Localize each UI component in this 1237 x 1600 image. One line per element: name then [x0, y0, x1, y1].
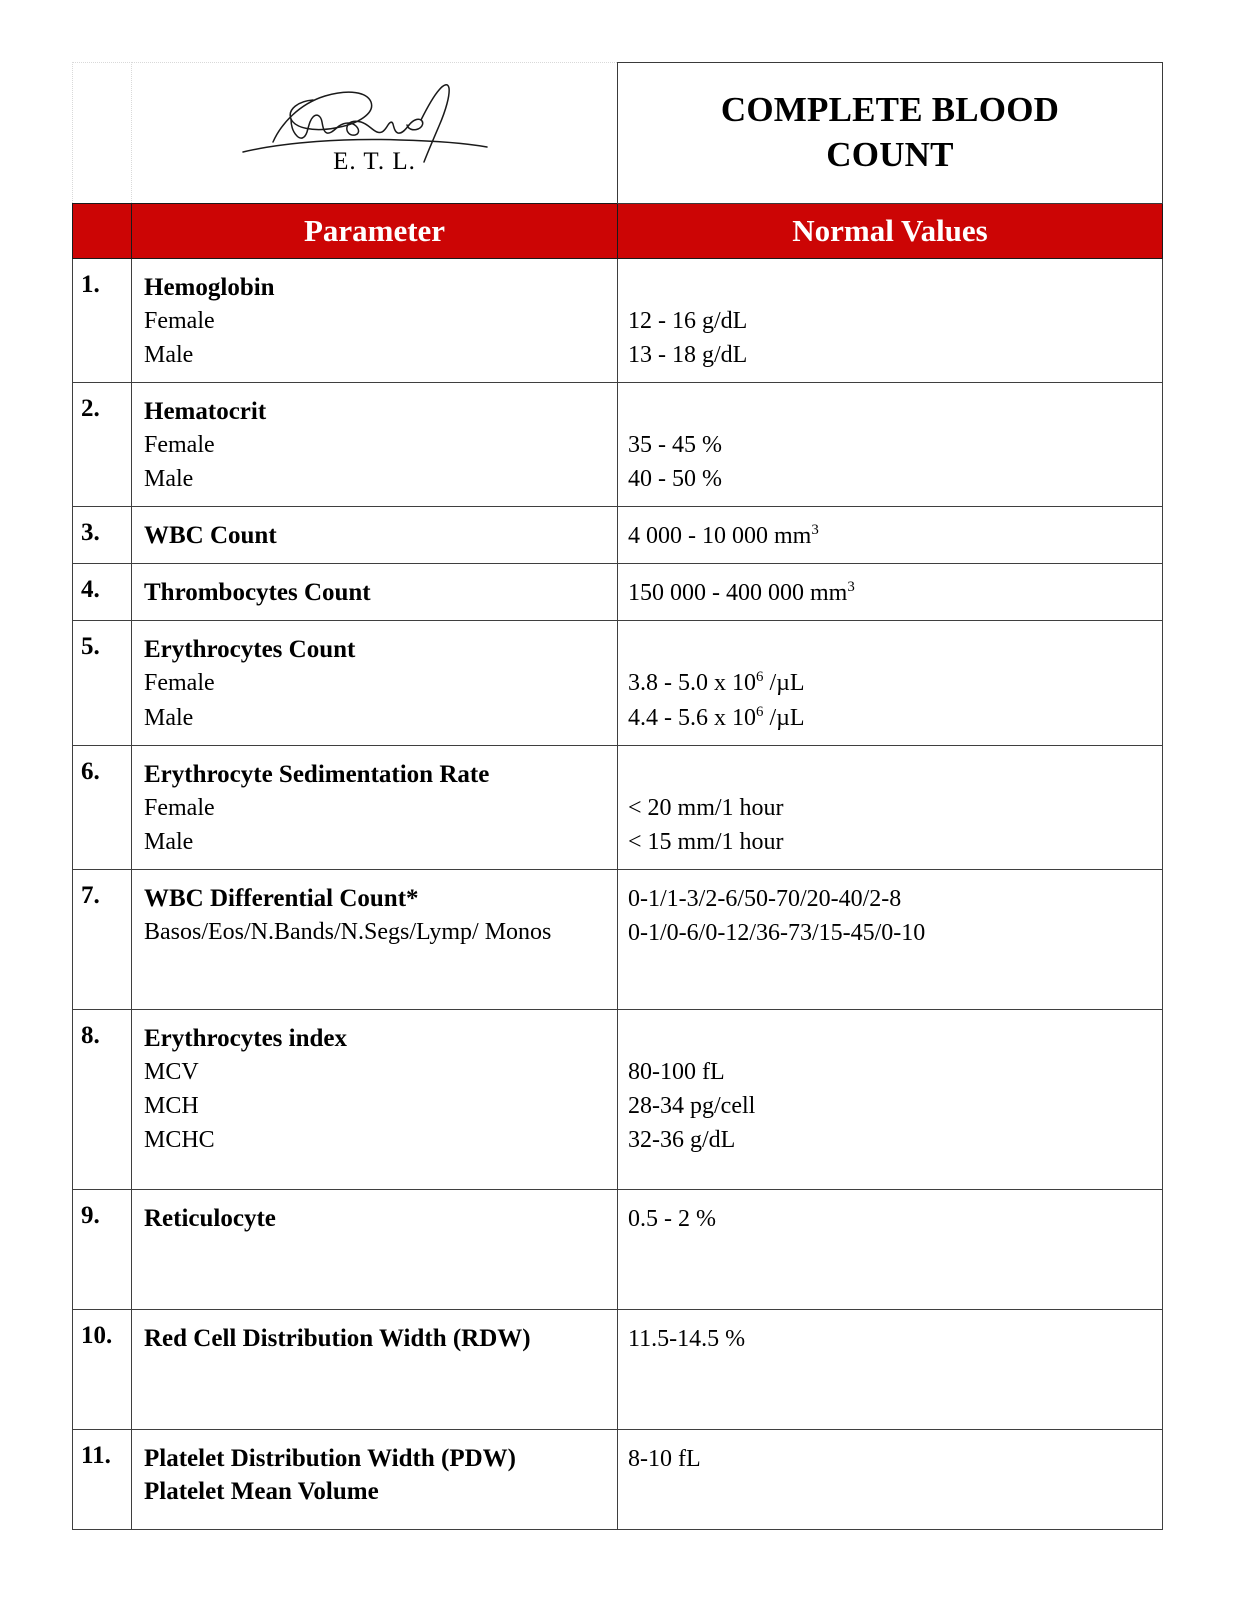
parameter-cell: [132, 869, 618, 1009]
page-title-line1: COMPLETE BLOOD: [720, 90, 1060, 130]
normal-value: 12 - 16 g/dL: [628, 308, 748, 334]
table-row: [73, 1309, 1163, 1429]
parameter-name: Platelet Distribution Width (PDW): [144, 1444, 516, 1472]
normal-value-cell: [618, 869, 1163, 1009]
header-blank-cell: [73, 63, 132, 204]
table-row: [73, 745, 1163, 869]
normal-value: 0.5 - 2 %: [628, 1205, 716, 1232]
parameter-name: Erythrocytes index: [144, 1024, 347, 1052]
table-row: [73, 1429, 1163, 1529]
value-spacer: [628, 633, 1152, 666]
table-row: [73, 507, 1163, 564]
normal-value: 0-1/0-6/0-12/36-73/15-45/0-10: [628, 919, 926, 946]
table-row: [73, 621, 1163, 745]
parameter-name: Erythrocyte Sedimentation Rate: [144, 760, 490, 788]
value-spacer: [628, 758, 1152, 791]
column-header-number: [73, 204, 132, 259]
row-number: 3.: [73, 507, 132, 564]
row-number: 9.: [73, 1189, 132, 1309]
signature-initials: E. T. L.: [333, 148, 416, 175]
parameter-name: Thrombocytes Count: [144, 579, 371, 607]
parameter-sublabel: Female: [144, 794, 215, 821]
column-header-row: [73, 204, 1163, 259]
normal-value: 11.5-14.5 %: [628, 1325, 746, 1352]
normal-value: 0-1/1-3/2-6/50-70/20-40/2-8: [628, 885, 902, 912]
normal-value-cell: [618, 564, 1163, 621]
document-title-cell: [618, 63, 1163, 204]
parameter-name: Reticulocyte: [144, 1204, 276, 1232]
normal-value: < 15 mm/1 hour: [628, 828, 784, 855]
parameter-name: WBC Differential Count*: [144, 884, 419, 912]
parameter-cell: [132, 383, 618, 507]
parameter-sublabel: Female: [144, 670, 215, 697]
parameter-cell: [132, 507, 618, 564]
column-header-normal-values: Normal Values: [618, 204, 1163, 259]
parameter-cell: [132, 1429, 618, 1529]
parameter-sublabel: MCV: [144, 1058, 199, 1085]
normal-value: 150 000 - 400 000 $mm^3$: [628, 579, 855, 607]
table-row: [73, 1189, 1163, 1309]
row-number: 2.: [73, 383, 132, 507]
cbc-reference-table: [72, 62, 1163, 1530]
column-header-parameter: Parameter: [132, 204, 618, 259]
normal-value: 4 000 - 10 000 $mm^3$: [628, 522, 819, 550]
parameter-name: WBC Count: [144, 522, 277, 550]
normal-value: 28-34 pg/cell: [628, 1092, 756, 1119]
page-title-line2: COUNT: [826, 135, 954, 174]
normal-value: 4.4 - 5.6 x $10^6$ /µL: [628, 703, 805, 731]
row-number: 4.: [73, 564, 132, 621]
parameter-cell: [132, 259, 618, 383]
normal-value: 3.8 - 5.0 x $10^6$ /µL: [628, 669, 805, 697]
row-number: 8.: [73, 1009, 132, 1189]
row-number: 5.: [73, 621, 132, 745]
parameter-sublabel: MCH: [144, 1092, 199, 1119]
table-row: [73, 1009, 1163, 1189]
table-row: [73, 869, 1163, 1009]
parameter-name: Erythrocytes Count: [144, 636, 356, 664]
parameter-cell: [132, 621, 618, 745]
parameter-sublabel: MCHC: [144, 1126, 215, 1153]
row-number: 1.: [73, 259, 132, 383]
parameter-name: Hematocrit: [144, 398, 267, 426]
parameter-name: Hemoglobin: [144, 274, 275, 301]
normal-value-cell: [618, 383, 1163, 507]
value-spacer: [628, 395, 1152, 428]
table-row: [73, 383, 1163, 507]
normal-value: 80-100 fL: [628, 1058, 725, 1085]
normal-value-cell: [618, 745, 1163, 869]
normal-value-cell: [618, 1309, 1163, 1429]
table-row: [73, 259, 1163, 383]
parameter-sublabel: Male: [144, 342, 194, 369]
normal-value: 40 - 50 %: [628, 466, 722, 493]
parameter-cell: [132, 564, 618, 621]
parameter-sublabel: Male: [144, 828, 194, 855]
table-row: [73, 564, 1163, 621]
page-title: [636, 88, 1144, 178]
normal-value: 35 - 45 %: [628, 432, 722, 459]
value-spacer: [628, 1022, 1152, 1055]
normal-value-cell: [618, 1429, 1163, 1529]
normal-value: 32-36 g/dL: [628, 1126, 736, 1153]
normal-value-cell: [618, 259, 1163, 383]
parameter-name: Red Cell Distribution Width (RDW): [144, 1324, 531, 1352]
parameter-sublabel: Female: [144, 432, 215, 459]
normal-value: < 20 mm/1 hour: [628, 794, 784, 821]
signature-cell: [132, 63, 618, 204]
parameter-sublabel: Female: [144, 308, 215, 334]
parameter-cell: [132, 745, 618, 869]
parameter-cell: [132, 1309, 618, 1429]
normal-value: 13 - 18 g/dL: [628, 342, 748, 369]
parameter-sublabel: Male: [144, 704, 194, 731]
parameter-sublabel: Male: [144, 466, 194, 493]
value-spacer: [628, 271, 1152, 304]
signature-block: [225, 74, 525, 192]
row-number: 10.: [73, 1309, 132, 1429]
parameter-sublabel: Basos/Eos/N.Bands/N.Segs/Lymp/ Monos: [144, 918, 552, 945]
normal-value-cell: [618, 1189, 1163, 1309]
normal-value-cell: [618, 1009, 1163, 1189]
normal-value: 8-10 fL: [628, 1445, 701, 1472]
row-number: 6.: [73, 745, 132, 869]
row-number: 7.: [73, 869, 132, 1009]
normal-value-cell: [618, 621, 1163, 745]
parameter-cell: [132, 1009, 618, 1189]
normal-value-cell: [618, 507, 1163, 564]
parameter-name-secondary: Platelet Mean Volume: [144, 1477, 379, 1505]
table-header-banner-row: [73, 63, 1163, 204]
parameter-cell: [132, 1189, 618, 1309]
row-number: 11.: [73, 1429, 132, 1529]
